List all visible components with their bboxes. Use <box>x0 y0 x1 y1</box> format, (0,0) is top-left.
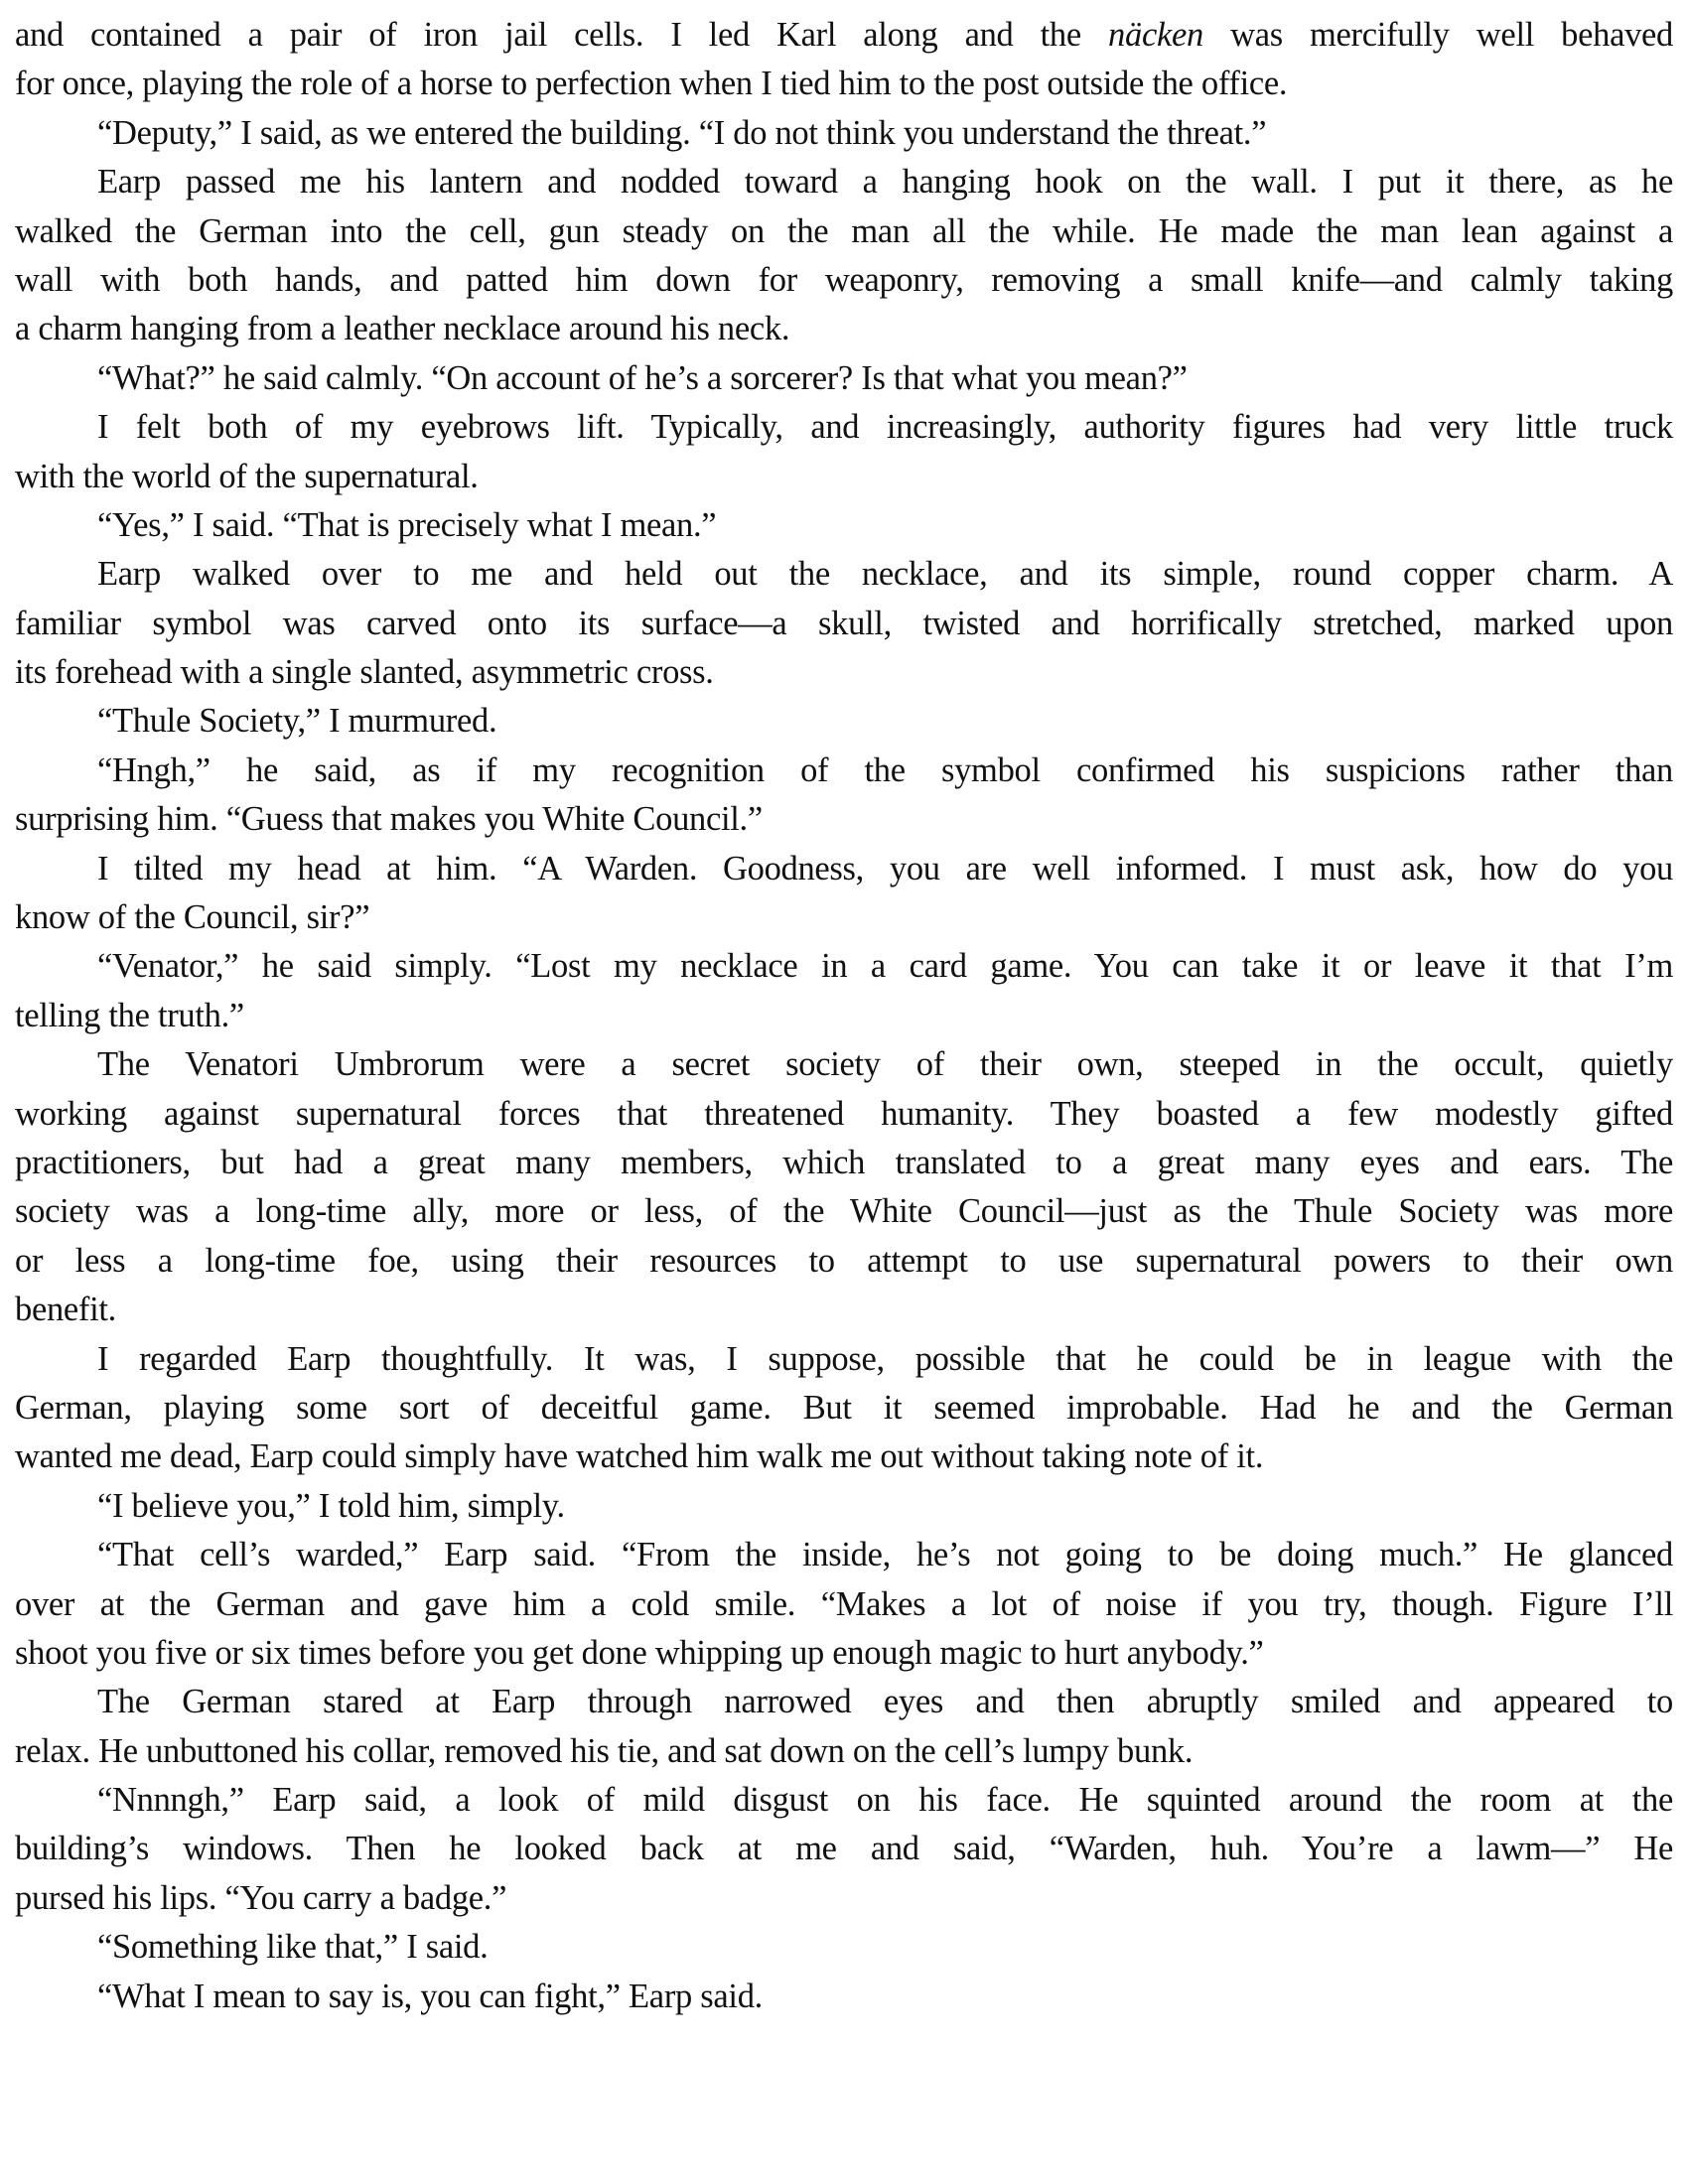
paragraph <box>15 403 1673 501</box>
text-line: its forehead with a single slanted, asymmetric cross. <box>15 653 714 692</box>
text-line: “Something like that,” I said. <box>97 1928 489 1967</box>
text-line: shoot you five or six times before you get done whipping up enough magic to hurt anybody.” <box>15 1633 1264 1672</box>
text-line: and contained a pair of iron jail cells. I led Karl along and the näcken was mercifully well behaved <box>15 16 1673 54</box>
text-line: wanted me dead, Earp could simply have watched him walk me out without taking note of it. <box>15 1437 1264 1476</box>
text-line: practitioners, but had a great many members, which translated to a great many eyes and ears. The <box>15 1143 1673 1181</box>
paragraph <box>15 1531 1673 1678</box>
paragraph <box>15 1923 1673 1972</box>
text-line: pursed his lips. “You carry a badge.” <box>15 1878 507 1917</box>
paragraph <box>15 747 1673 845</box>
paragraph <box>15 109 1673 158</box>
paragraph <box>15 1335 1673 1482</box>
text-line: for once, playing the role of a horse to perfection when I tied him to the post outside the office. <box>15 65 1288 103</box>
paragraph <box>15 1482 1673 1531</box>
paragraph <box>15 942 1673 1040</box>
text-line: The German stared at Earp through narrowed eyes and then abruptly smiled and appeared to <box>97 1683 1673 1721</box>
text-line: know of the Council, sir?” <box>15 898 370 937</box>
text-line: surprising him. “Guess that makes you White Council.” <box>15 800 763 839</box>
document-page <box>15 11 1673 2021</box>
text-line: “Nnnngh,” Earp said, a look of mild disgust on his face. He squinted around the room at the <box>97 1781 1673 1820</box>
text-line: familiar symbol was carved onto its surface—a skull, twisted and horrifically stretched, marked upon <box>15 604 1673 642</box>
text-line: building’s windows. Then he looked back at me and said, “Warden, huh. You’re a lawm—” He <box>15 1830 1673 1868</box>
text-line: relax. He unbuttoned his collar, removed his tie, and sat down on the cell’s lumpy bunk. <box>15 1731 1194 1770</box>
paragraph <box>15 1776 1673 1923</box>
text-line: benefit. <box>15 1291 117 1329</box>
paragraph <box>15 11 1673 109</box>
text-line: The Venatori Umbrorum were a secret society of their own, steeped in the occult, quietly <box>97 1045 1673 1084</box>
text-line: German, playing some sort of deceitful game. But it seemed improbable. Had he and the German <box>15 1388 1673 1427</box>
text-line: I tilted my head at him. “A Warden. Goodness, you are well informed. I must ask, how do you <box>97 849 1673 887</box>
paragraph <box>15 158 1673 354</box>
text-line: “What I mean to say is, you can fight,” Earp said. <box>97 1977 763 2015</box>
text-line: I regarded Earp thoughtfully. It was, I suppose, possible that he could be in league with the <box>97 1339 1673 1378</box>
paragraph <box>15 1040 1673 1334</box>
text-line: “That cell’s warded,” Earp said. “From the inside, he’s not going to be doing much.” He glanced <box>97 1536 1673 1574</box>
text-line: “Venator,” he said simply. “Lost my necklace in a card game. You can take it or leave it that I’m <box>97 947 1673 986</box>
text-line: with the world of the supernatural. <box>15 457 479 495</box>
paragraph <box>15 550 1673 697</box>
paragraph <box>15 845 1673 943</box>
paragraph <box>15 1973 1673 2021</box>
text-line: “Hngh,” he said, as if my recognition of the symbol confirmed his suspicions rather than <box>97 751 1673 789</box>
text-line: “Yes,” I said. “That is precisely what I mean.” <box>97 505 717 544</box>
text-line: “Deputy,” I said, as we entered the building. “I do not think you understand the threat.” <box>97 113 1267 152</box>
text-line: or less a long-time foe, using their resources to attempt to use supernatural powers to their own <box>15 1241 1673 1280</box>
text-line: telling the truth.” <box>15 996 244 1034</box>
paragraph <box>15 1678 1673 1776</box>
paragraph <box>15 354 1673 403</box>
text-line: Earp passed me his lantern and nodded toward a hanging hook on the wall. I put it there, as he <box>97 163 1673 202</box>
text-line: walked the German into the cell, gun steady on the man all the while. He made the man lean against a <box>15 211 1673 250</box>
text-line: a charm hanging from a leather necklace around his neck. <box>15 310 790 348</box>
text-line: society was a long-time ally, more or less, of the White Council—just as the Thule Society was more <box>15 1192 1673 1231</box>
text-line: “What?” he said calmly. “On account of he’s a sorcerer? Is that what you mean?” <box>97 358 1188 397</box>
paragraph <box>15 697 1673 746</box>
text-line: wall with both hands, and patted him down for weaponry, removing a small knife—and calmly taking <box>15 260 1673 299</box>
italic-word: näcken <box>1108 16 1203 54</box>
paragraph <box>15 501 1673 550</box>
text-line: working against supernatural forces that threatened humanity. They boasted a few modestly gifted <box>15 1094 1673 1133</box>
text-line: “I believe you,” I told him, simply. <box>97 1486 565 1525</box>
text-line: Earp walked over to me and held out the necklace, and its simple, round copper charm. A <box>97 555 1673 594</box>
text-line: “Thule Society,” I murmured. <box>97 702 497 741</box>
text-line: over at the German and gave him a cold smile. “Makes a lot of noise if you try, though. Figure I’ll <box>15 1584 1673 1623</box>
text-line: I felt both of my eyebrows lift. Typically, and increasingly, authority figures had very little truck <box>97 408 1673 447</box>
